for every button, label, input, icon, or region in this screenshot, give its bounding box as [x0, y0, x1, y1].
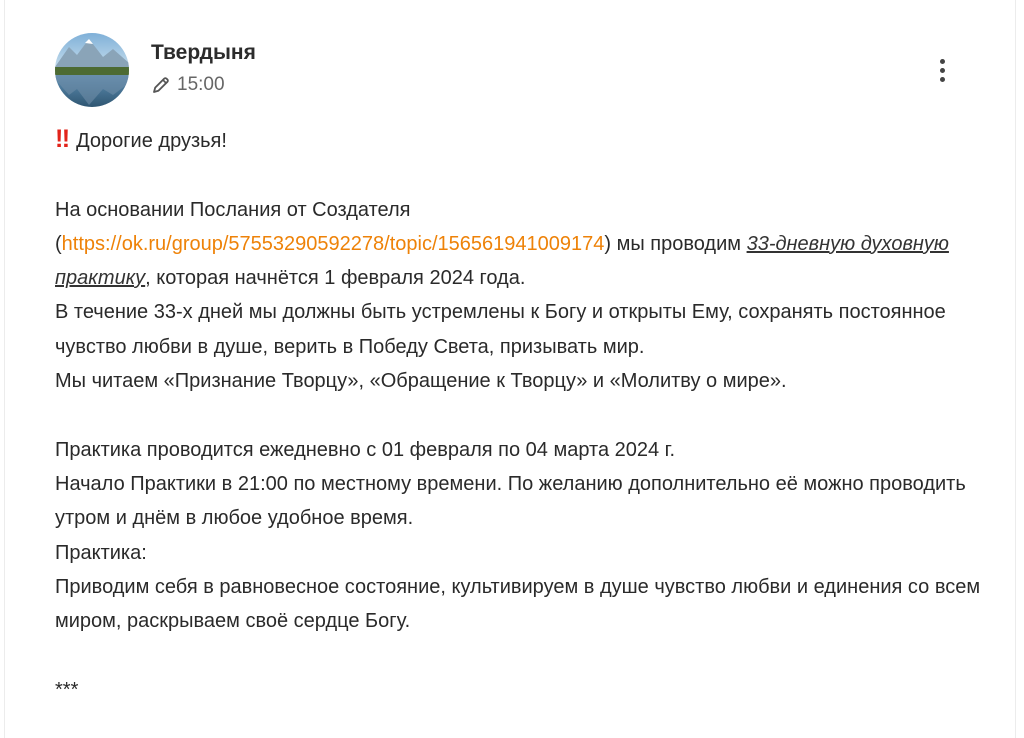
landscape-avatar-image — [55, 33, 129, 107]
separator: *** — [55, 678, 79, 701]
author-name[interactable]: Твердыня — [151, 41, 256, 64]
topic-link[interactable]: https://ok.ru/group/57553290592278/topic/156561941009174 — [61, 232, 605, 255]
post-card — [4, 0, 1016, 738]
more-vertical-icon — [940, 59, 945, 64]
author-avatar[interactable] — [55, 33, 129, 107]
double-exclamation-icon: ‼ — [55, 125, 70, 153]
body-paragraph-2: В течение 33-х дней мы должны быть устремлены к Богу и открыты Ему, сохранять постоянное чувство любви в душе, верить в Победу Света, призывать мир. — [55, 301, 946, 358]
intro-paragraph — [55, 193, 985, 296]
pencil-icon — [151, 75, 171, 95]
start-date-text: , которая начнётся 1 февраля 2024 года. — [145, 267, 526, 290]
body-paragraph-6: Практика: — [55, 541, 147, 564]
body-paragraph-4: Практика проводится ежедневно с 01 февраля по 04 марта 2024 г. — [55, 438, 676, 461]
post-meta — [151, 74, 225, 96]
open-paren: ( — [55, 232, 62, 255]
greeting-text: Дорогие друзья! — [76, 130, 227, 152]
body-paragraph-5: Начало Практики в 21:00 по местному времени. По желанию дополнительно её можно проводить утром и днём в любое удобное время. — [55, 472, 966, 530]
greeting-line — [55, 122, 985, 158]
more-menu-button[interactable] — [929, 54, 955, 86]
practice-hashtag-link[interactable]: 33-дневную духовную практику — [55, 232, 949, 290]
intro-text: На основании Послания от Создателя — [55, 198, 411, 221]
post-body — [55, 122, 985, 707]
body-paragraph-3: Мы читаем «Признание Творцу», «Обращение к Творцу» и «Молитву о мире». — [55, 370, 787, 393]
post-time: 15:00 — [177, 74, 225, 95]
after-link-text: ) мы проводим — [604, 232, 747, 255]
body-paragraph-7: Приводим себя в равновесное состояние, культивируем в душе чувство любви и единения со всем миром, раскрываем своё сердце Богу. — [55, 575, 981, 633]
